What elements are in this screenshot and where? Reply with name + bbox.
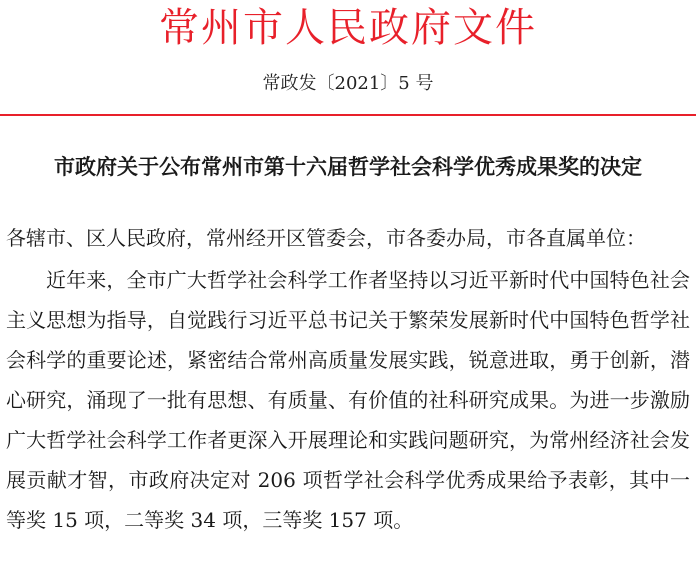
issuer-heading: 常州市人民政府文件 xyxy=(159,5,537,51)
document-title: 市政府关于公布常州市第十六届哲学社会科学优秀成果奖的决定 xyxy=(54,154,642,179)
salutation: 各辖市、区人民政府，常州经开区管委会，市各委办局，市各直属单位： xyxy=(6,226,646,250)
body-paragraph: 近年来，全市广大哲学社会科学工作者坚持以习近平新时代中国特色社会主义思想为指导，自觉践行习近平总书记关于繁荣发展新时代中国特色哲学社会科学的重要论述，紧密结合常州高质量发展实践，锐意进取，勇于创新，潜心研究，涌现了一批有思想、有质量、有价值的社科研究成果。为进一步激励广大哲学社会科学工作者更深入开展理论和实践问题研究，为常州经济社会发展贡献才智，市政府决定对 206 项哲学社会科学优秀成果给予表彰，其中一等奖 15 项，二等奖 34 项，三等奖 157 项。 xyxy=(6,268,690,532)
document-header xyxy=(0,0,696,118)
document-number: 常政发〔2021〕5 号 xyxy=(262,73,434,94)
red-divider-line xyxy=(0,114,696,116)
document-body xyxy=(6,222,690,540)
